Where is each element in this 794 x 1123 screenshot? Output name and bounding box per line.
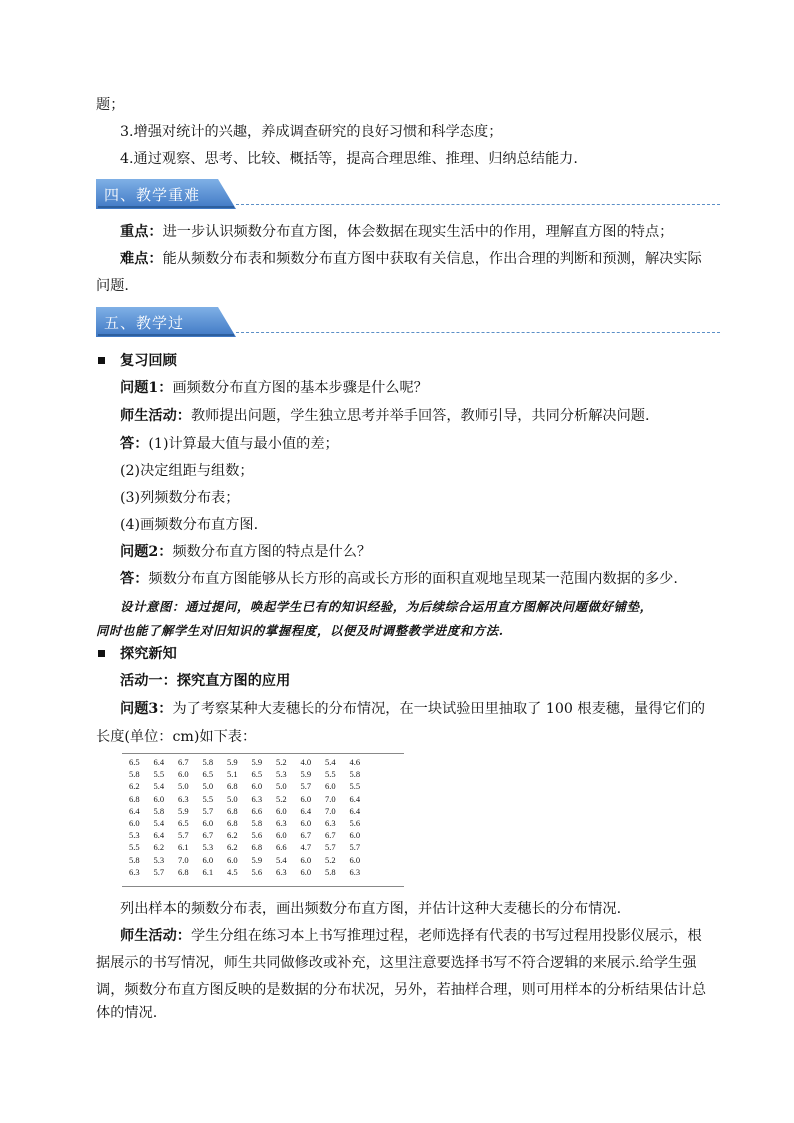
square-bullet-icon (98, 650, 105, 657)
goal-4: 4.通过观察、思考、比较、概括等，提高合理思维、推理、归纳总结能力. (120, 151, 578, 167)
diff-text-cont: 问题. (96, 278, 129, 294)
table-row (129, 793, 374, 805)
table-cell: 5.4 (325, 757, 336, 768)
table-cell: 6.0 (178, 769, 189, 780)
act3-label: 师生活动： (120, 928, 191, 944)
task-text: 列出样本的频数分布表，画出频数分布直方图，并估计这种大麦穗长的分布情况. (120, 901, 622, 917)
table-cell: 5.4 (153, 781, 165, 792)
table-cell: 6.6 (276, 842, 287, 853)
table-cell: 5.9 (178, 805, 189, 816)
q3-text-cont: 长度(单位：cm)如下表： (96, 729, 257, 745)
ans2-text: 频数分布直方图能够从长方形的高或长方形的面积直观地呈现某一范围内数据的多少. (148, 571, 678, 587)
table-cell: 6.4 (129, 805, 140, 816)
table-cell: 5.7 (153, 866, 165, 877)
table-cell: 5.9 (251, 854, 263, 865)
table-cell: 5.9 (251, 757, 263, 768)
section-5-divider (236, 332, 720, 333)
q2-text: 频数分布直方图的特点是什么？ (172, 544, 372, 560)
table-row (129, 756, 374, 768)
ans-step-3: (3)列频数分布表； (120, 490, 240, 506)
table-cell: 6.3 (251, 793, 263, 804)
table-cell: 6.3 (325, 818, 336, 829)
table-cell: 5.8 (153, 805, 165, 816)
table-cell: 6.0 (300, 793, 312, 804)
section-4-divider (236, 204, 720, 205)
table-cell: 5.7 (300, 781, 312, 792)
table-cell: 5.8 (129, 854, 140, 865)
table-cell: 6.5 (178, 818, 189, 829)
activity-3 (120, 926, 702, 946)
difficult-point (120, 249, 702, 269)
table-cell: 7.0 (325, 805, 336, 816)
table-cell: 5.5 (349, 781, 361, 792)
table-cell: 6.8 (178, 866, 189, 877)
table-cell: 5.7 (349, 842, 361, 853)
table-cell: 6.3 (129, 866, 140, 877)
ans-step-2: (2)决定组距与组数； (120, 463, 254, 479)
table-cell: 6.2 (227, 830, 238, 841)
table-cell: 5.6 (251, 866, 263, 877)
table-cell: 5.3 (153, 854, 165, 865)
table-cell: 5.0 (227, 793, 238, 804)
table-cell: 6.4 (153, 757, 165, 768)
table-cell: 6.1 (202, 866, 214, 877)
table-cell: 6.1 (178, 842, 189, 853)
table-cell: 6.4 (153, 830, 165, 841)
table-cell: 5.5 (325, 769, 336, 780)
table-cell: 6.7 (300, 830, 312, 841)
act3-text-2: 据展示的书写情况，师生共同做修改或补充，这里注意要选择书写不符合逻辑的来展示.给学生强 (96, 955, 697, 971)
q1-label: 问题1： (120, 380, 173, 396)
table-cell: 6.7 (202, 830, 214, 841)
table-cell: 6.4 (349, 805, 361, 816)
act3-text-3: 调，频数分布直方图反映的是数据的分布状况，另外，若抽样合理，则可用样本的分析结果估计总 (96, 982, 707, 998)
table-cell: 6.2 (129, 781, 140, 792)
table-cell: 6.0 (202, 854, 214, 865)
ans2-label: 答： (120, 571, 149, 587)
review-heading: 复习回顾 (120, 353, 177, 369)
table-cell: 5.2 (276, 793, 287, 804)
table-cell: 6.4 (300, 805, 312, 816)
table-cell: 5.5 (202, 793, 214, 804)
answer-1 (120, 434, 339, 454)
table-cell: 6.5 (129, 757, 140, 768)
table-row (129, 866, 374, 878)
table-cell: 4.7 (300, 842, 312, 853)
table-cell: 6.0 (251, 781, 263, 792)
table-cell: 6.0 (153, 793, 165, 804)
table-cell: 5.3 (129, 830, 140, 841)
diff-text: 能从频数分布表和频数分布直方图中获取有关信息，作出合理的判断和预测，解决实际 (162, 251, 702, 267)
square-bullet-icon (98, 357, 105, 364)
table-cell: 5.8 (251, 818, 263, 829)
wheat-length-table (129, 756, 374, 878)
ans-step-4: (4)画频数分布直方图. (120, 517, 259, 533)
section-4-banner (96, 179, 238, 211)
table-cell: 5.7 (202, 805, 214, 816)
table-cell: 6.4 (349, 793, 361, 804)
goal-3: 3.增强对统计的兴趣，养成调查研究的良好习惯和科学态度； (120, 124, 503, 140)
table-cell: 4.0 (300, 757, 312, 768)
table-cell: 6.0 (300, 818, 312, 829)
table-row (129, 780, 374, 792)
design-intent (120, 597, 653, 615)
table-cell: 5.7 (325, 842, 336, 853)
intro-line: 题； (96, 97, 125, 113)
table-row (129, 841, 374, 853)
table-row (129, 805, 374, 817)
table-cell: 6.5 (202, 769, 214, 780)
table-cell: 6.0 (202, 818, 214, 829)
table-cell: 6.8 (227, 818, 238, 829)
question-2 (120, 542, 371, 562)
table-cell: 5.9 (300, 769, 312, 780)
table-cell: 5.3 (202, 842, 214, 853)
table-cell: 6.0 (227, 854, 238, 865)
section-5-title: 五、教学过 (104, 314, 185, 332)
answer-2 (120, 569, 678, 589)
ans-label: 答： (120, 436, 149, 452)
key-label: 重点： (120, 224, 163, 240)
table-cell: 5.5 (153, 769, 165, 780)
question-1 (120, 378, 428, 398)
table-cell: 5.8 (202, 757, 214, 768)
act-text: 教师提出问题，学生独立思考并举手回答，教师引导，共同分析解决问题. (190, 408, 650, 424)
q1-text: 画频数分布直方图的基本步骤是什么呢？ (172, 380, 428, 396)
table-cell: 5.7 (178, 830, 189, 841)
act-label: 师生活动： (120, 408, 191, 424)
design-text-2: 同时也能了解学生对旧知识的掌握程度，以便及时调整教学进度和方法. (96, 623, 504, 638)
table-cell: 6.8 (227, 781, 238, 792)
table-cell: 7.0 (178, 854, 189, 865)
table-cell: 5.2 (325, 854, 336, 865)
table-cell: 6.2 (153, 842, 165, 853)
table-top-rule (122, 753, 404, 754)
table-cell: 5.6 (251, 830, 263, 841)
table-cell: 5.8 (325, 866, 336, 877)
explore-heading: 探究新知 (120, 646, 177, 662)
table-row (129, 817, 374, 829)
table-cell: 5.4 (276, 854, 287, 865)
table-cell: 6.3 (178, 793, 189, 804)
table-cell: 5.8 (349, 769, 361, 780)
table-cell: 6.3 (276, 866, 287, 877)
table-cell: 5.9 (227, 757, 238, 768)
design-text-1: 通过提问，唤起学生已有的知识经验，为后续综合运用直方图解决问题做好铺垫， (184, 599, 653, 614)
ans-step-1: (1)计算最大值与最小值的差； (148, 436, 339, 452)
table-cell: 6.0 (349, 854, 361, 865)
table-cell: 6.0 (300, 854, 312, 865)
table-cell: 6.6 (251, 805, 263, 816)
table-cell: 6.0 (129, 818, 140, 829)
diff-label: 难点： (120, 251, 163, 267)
table-cell: 4.5 (227, 866, 238, 877)
q3-label: 问题3： (120, 701, 173, 717)
activity-title: 活动一：探究直方图的应用 (120, 673, 291, 689)
table-cell: 6.0 (276, 830, 287, 841)
table-cell: 6.3 (349, 866, 361, 877)
table-cell: 5.3 (276, 769, 287, 780)
table-row (129, 768, 374, 780)
activity-1 (120, 406, 649, 426)
section-4-title: 四、教学重难 (104, 186, 201, 204)
table-cell: 5.0 (202, 781, 214, 792)
table-cell: 6.7 (178, 757, 189, 768)
q2-label: 问题2： (120, 544, 173, 560)
table-cell: 5.4 (153, 818, 165, 829)
q3-text: 为了考察某种大麦穗长的分布情况，在一块试验田里抽取了 100 根麦穗，量得它们的 (172, 701, 706, 717)
table-cell: 6.0 (276, 805, 287, 816)
table-cell: 7.0 (325, 793, 336, 804)
table-cell: 5.2 (276, 757, 287, 768)
key-point (120, 222, 673, 242)
table-cell: 6.0 (349, 830, 361, 841)
table-cell: 5.0 (276, 781, 287, 792)
table-row (129, 854, 374, 866)
table-cell: 5.0 (178, 781, 189, 792)
table-cell: 6.5 (251, 769, 263, 780)
table-cell: 5.5 (129, 842, 140, 853)
table-cell: 5.1 (227, 769, 238, 780)
question-3 (120, 699, 705, 719)
table-cell: 6.0 (300, 866, 312, 877)
table-cell: 6.0 (325, 781, 336, 792)
table-cell: 6.8 (227, 805, 238, 816)
section-5-banner (96, 307, 238, 339)
table-row (129, 829, 374, 841)
act3-text-1: 学生分组在练习本上书写推理过程，老师选择有代表的书写过程用投影仪展示，根 (190, 928, 702, 944)
design-label: 设计意图： (120, 599, 185, 614)
key-text: 进一步认识频数分布直方图，体会数据在现实生活中的作用，理解直方图的特点； (162, 224, 674, 240)
table-cell: 5.6 (349, 818, 361, 829)
table-cell: 4.6 (349, 757, 361, 768)
table-cell: 6.2 (227, 842, 238, 853)
table-bottom-rule (122, 886, 404, 887)
table-cell: 6.3 (276, 818, 287, 829)
table-cell: 6.7 (325, 830, 336, 841)
table-cell: 5.8 (129, 769, 140, 780)
table-cell: 6.8 (251, 842, 263, 853)
act3-text-4: 体的情况. (96, 1005, 158, 1021)
table-cell: 6.8 (129, 793, 140, 804)
